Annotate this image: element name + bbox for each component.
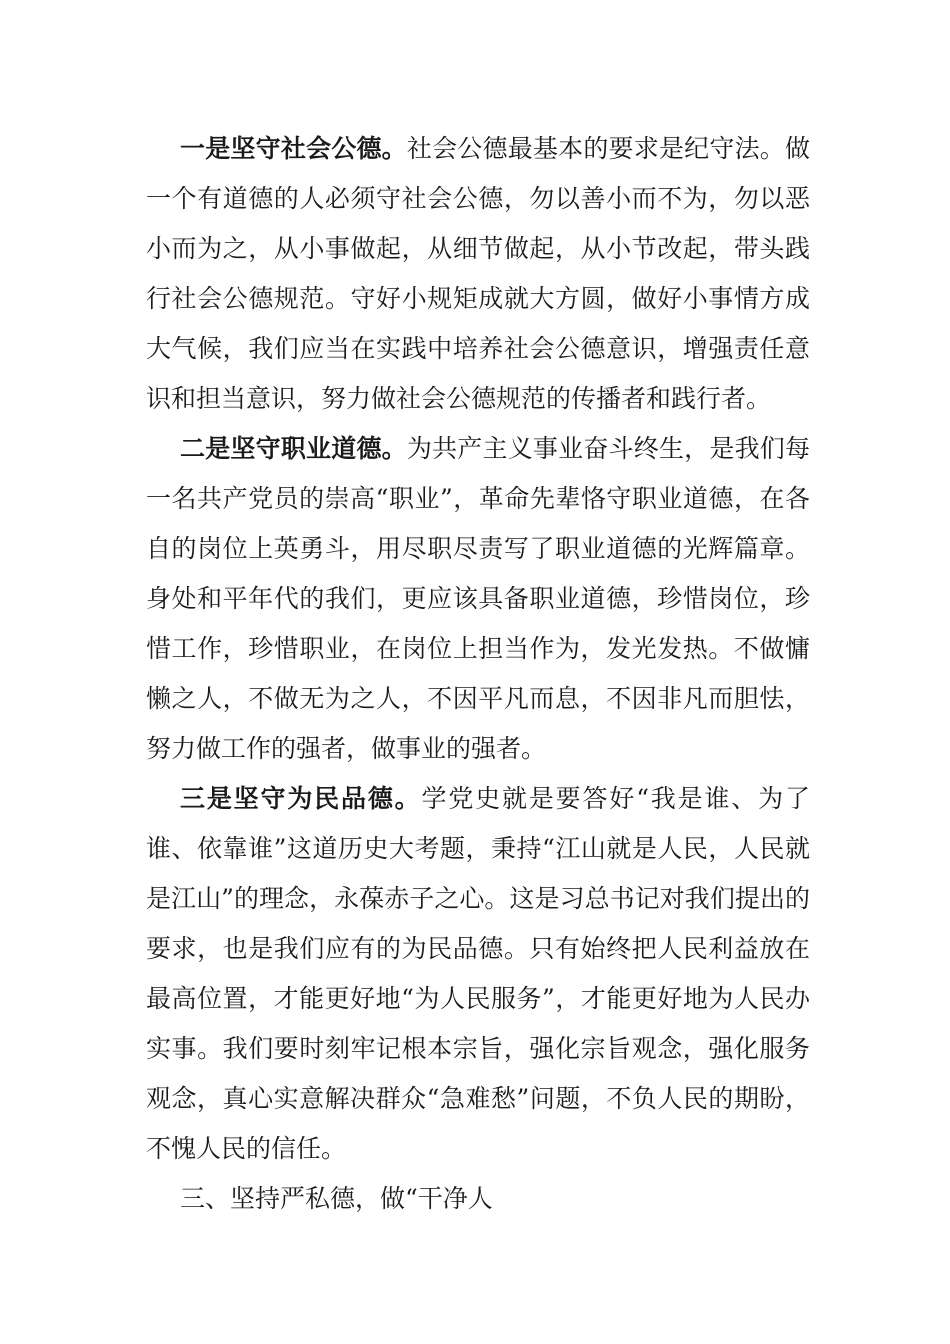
paragraph-social-morality [146, 124, 810, 424]
paragraph-lead: 一是坚守社会公德。 [180, 134, 407, 163]
document-body [146, 124, 810, 1224]
paragraph-body: 学党史就是要答好“我是谁、为了谁、依靠谁”这道历史大考题，秉持“江山就是人民，人民就是江山”的理念，永葆赤子之心。这是习总书记对我们提出的要求，也是我们应有的为民品德。只有始终把人民利益放在最高位置，才能更好地“为人民服务”，才能更好地为人民办实事。我们要时刻牢记根本宗旨，强化宗旨观念，强化服务观念，真心实意解决群众“急难愁”问题，不负人民的期盼，不愧人民的信任。 [146, 784, 810, 1163]
paragraph-body: 社会公德最基本的要求是纪守法。做一个有道德的人必须守社会公德，勿以善小而不为，勿以恶小而为之，从小事做起，从细节做起，从小节改起，带头践行社会公德规范。守好小规矩成就大方圆，做好小事情方成大气候，我们应当在实践中培养社会公德意识，增强责任意识和担当意识，努力做社会公德规范的传播者和践行者。 [146, 134, 810, 413]
paragraph-body: 为共产主义事业奋斗终生，是我们每一名共产党员的崇高“职业”，革命先辈恪守职业道德，在各自的岗位上英勇斗，用尽职尽责写了职业道德的光辉篇章。身处和平年代的我们，更应该具备职业道德，珍惜岗位，珍惜工作，珍惜职业，在岗位上担当作为，发光发热。不做慵懒之人，不做无为之人，不因平凡而息，不因非凡而胆怯，努力做工作的强者，做事业的强者。 [146, 434, 810, 763]
paragraph-lead: 二是坚守职业道德。 [180, 434, 407, 463]
paragraph-people-virtue [146, 774, 810, 1174]
paragraph-lead: 三是坚守为民品德。 [180, 784, 422, 813]
section-heading: 三、坚持严私德，做“干净人 [180, 1184, 493, 1213]
paragraph-professional-ethics [146, 424, 810, 774]
